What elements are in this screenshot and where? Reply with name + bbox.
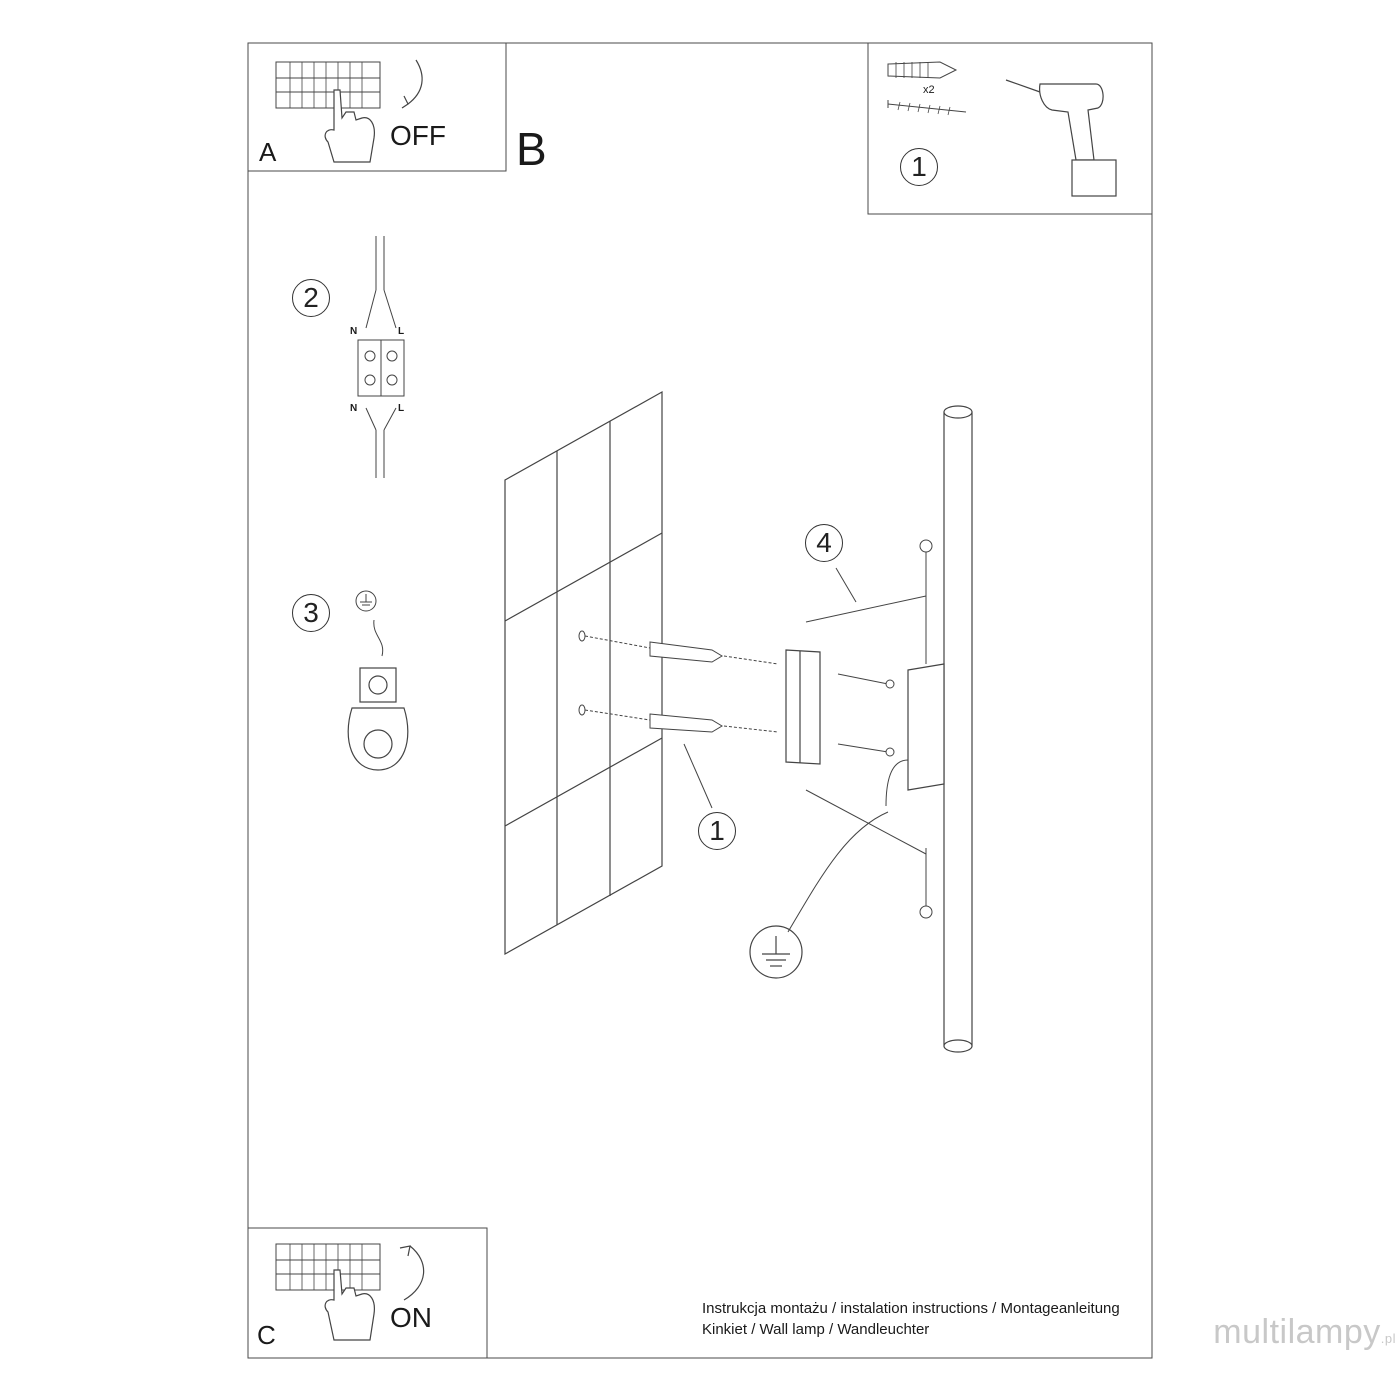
curved-arrow-up-icon (400, 1246, 424, 1300)
screw-icon (888, 100, 966, 115)
watermark-brand: multilampy (1213, 1313, 1381, 1351)
pin-label-bottom-left: N (350, 403, 358, 414)
panel-c-action: ON (390, 1302, 432, 1333)
pin-label-top-right: L (398, 326, 405, 337)
panel-b-letter: B (516, 123, 547, 175)
wall-plugs (650, 642, 778, 808)
wiring-step-number: 2 (292, 279, 330, 317)
anchors-step-number: 1 (698, 812, 736, 850)
drill-icon (1006, 80, 1116, 196)
terminal-block-icon (358, 236, 404, 478)
panel-c-letter: C (257, 1320, 276, 1350)
panel-a-letter: A (259, 137, 277, 167)
wall-plug-icon (888, 62, 956, 78)
anchor-quantity: x2 (923, 84, 935, 96)
watermark-logo (1213, 1313, 1396, 1352)
curved-arrow-icon (402, 60, 422, 108)
mounting-bracket (786, 650, 820, 764)
ground-terminal-icon (348, 668, 408, 770)
ground-symbol-icon (356, 591, 383, 656)
lamp-tube (908, 406, 972, 1052)
pin-label-top-left: N (350, 326, 358, 337)
watermark-suffix: .pl (1380, 1331, 1396, 1346)
breaker-panel-c-icon (276, 1244, 380, 1290)
tools-step-number: 1 (900, 148, 938, 186)
footer-product: Kinkiet / Wall lamp / Wandleuchter (702, 1321, 930, 1338)
breaker-panel-icon (276, 62, 380, 108)
footer-instructions: Instrukcja montażu / instalation instructions / Montageanleitung (702, 1300, 1120, 1317)
panel-a-action: OFF (390, 120, 446, 151)
ground-symbol-large-icon (750, 926, 802, 978)
pin-label-bottom-right: L (398, 403, 405, 414)
ground-step-number: 3 (292, 594, 330, 632)
bracket-screws (838, 674, 894, 756)
bracket-step-number: 4 (805, 524, 843, 562)
wall-tiles (505, 392, 662, 954)
